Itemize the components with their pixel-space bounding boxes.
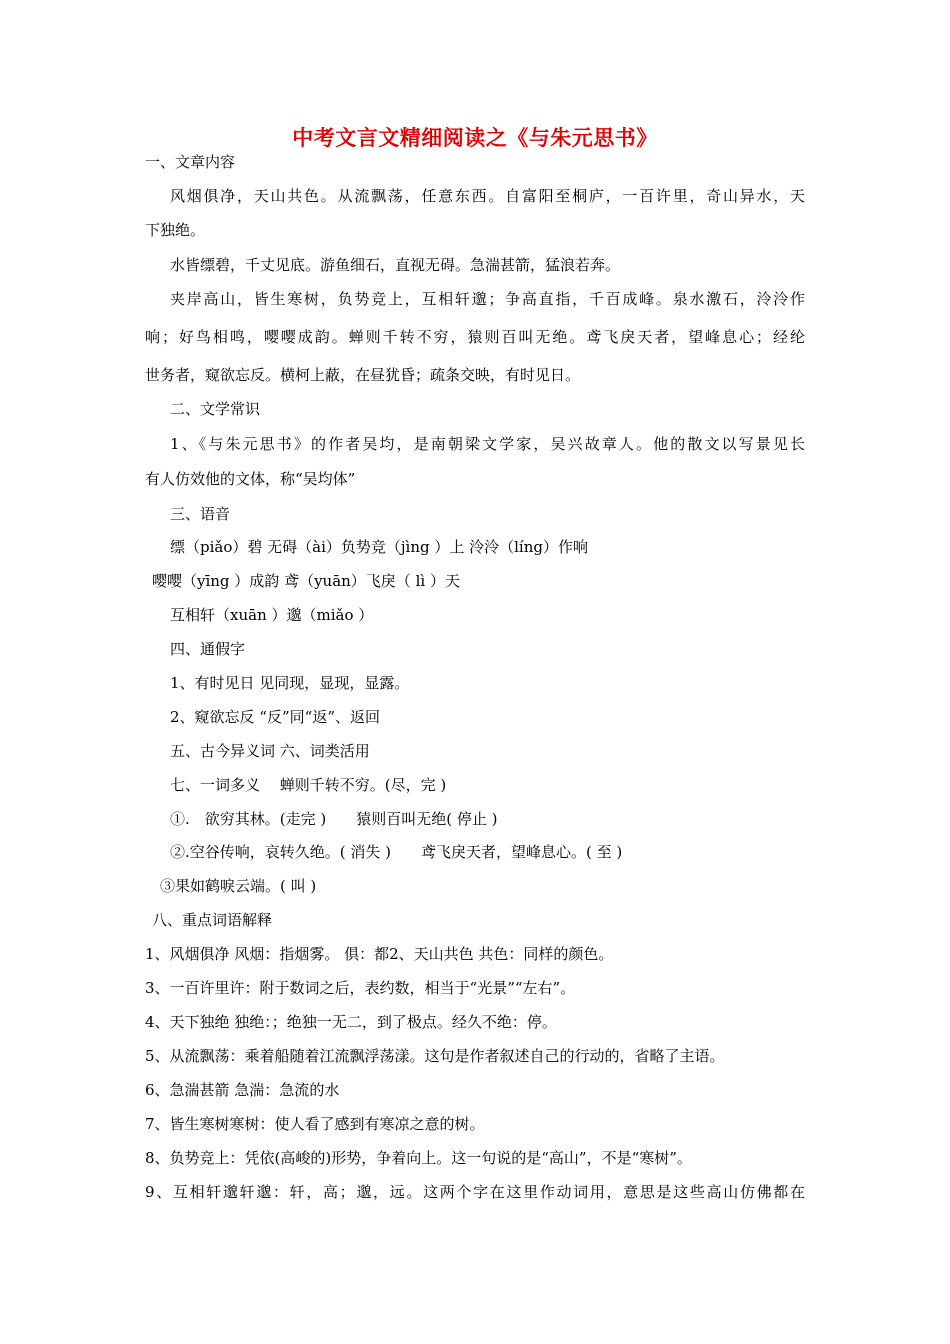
polysemy-line: ②.空谷传响，哀转久绝。( 消失 ) 鸢飞戾天者，望峰息心。( 至 ) [170, 843, 623, 861]
polysemy-line: ①. 欲穷其林。(走完 ) 猿则百叫无绝( 停止 ) [170, 810, 498, 828]
paragraph-line: 世务者，窥欲忘反。横柯上蔽，在昼犹昏；疏条交映，有时见日。 [145, 366, 581, 384]
pronunciation-line: 互相轩（xuān ）邈（miǎo ） [170, 606, 374, 624]
list-item: 9、互相轩邈轩邈：轩，高；邈，远。这两个字在这里作动词用，意思是这些高山仿佛都在 [145, 1183, 805, 1201]
list-item: 6、急湍甚箭 急湍：急流的水 [145, 1081, 340, 1099]
list-item: 5、从流飘荡：乘着船随着江流飘浮荡漾。这句是作者叙述自己的行动的，省略了主语。 [145, 1047, 725, 1065]
list-item: 2、窥欲忘反 “反”同“返”、返回 [170, 708, 380, 726]
section-heading-pronunciation: 三、语音 [170, 505, 231, 523]
pronunciation-line: 缥（piǎo）碧 无碍（ài）负势竞（jìng ）上 泠泠（líng）作响 [170, 538, 588, 556]
paragraph-line: 1、《与朱元思书》的作者吴均，是南朝梁文学家，吴兴故章人。他的散文以写景见长 [170, 435, 805, 453]
list-item: 8、负势竞上：凭依(高峻的)形势，争着向上。这一句说的是“高山”，不是“寒树”。 [145, 1149, 692, 1167]
paragraph-line: 夹岸高山，皆生寒树，负势竞上，互相轩邈；争高直指，千百成峰。泉水激石，泠泠作 [170, 290, 805, 308]
list-item: 1、有时见日 见同现，显现，显露。 [170, 674, 410, 692]
section-heading-tongjia: 四、通假字 [170, 640, 246, 658]
pronunciation-line: 嘤嘤（yīng ）成韵 鸢（yuān）飞戾（ lì ）天 [152, 572, 460, 590]
section-heading-polysemy: 七、一词多义 蝉则千转不穷。(尽，完 ) [170, 776, 447, 794]
list-item: 4、天下独绝 独绝：；绝独一无二，到了极点。经久不绝：停。 [145, 1013, 557, 1031]
list-item: 7、皆生寒树寒树：使人看了感到有寒凉之意的树。 [145, 1115, 485, 1133]
section-heading-literature: 二、文学常识 [170, 400, 261, 418]
paragraph-line: 响；好鸟相鸣，嘤嘤成韵。蝉则千转不穷，猿则百叫无绝。鸢飞戾天者，望峰息心；经纶 [145, 328, 805, 346]
paragraph-line: 下独绝。 [145, 221, 206, 239]
section-heading-content: 一、文章内容 [145, 153, 236, 171]
paragraph-line: 水皆缥碧，千丈见底。游鱼细石，直视无碍。急湍甚箭，猛浪若奔。 [170, 256, 621, 274]
section-heading-ancient-modern: 五、古今异义词 六、词类活用 [170, 742, 370, 760]
section-heading-key-words: 八、重点词语解释 [152, 911, 273, 929]
list-item: 1、风烟俱净 风烟：指烟雾。 俱：都2、天山共色 共色：同样的颜色。 [145, 945, 614, 963]
document-title: 中考文言文精细阅读之《与朱元思书》 [292, 125, 658, 150]
polysemy-line: ③果如鹤唳云端。( 叫 ) [160, 877, 317, 895]
paragraph-line: 有人仿效他的文体，称“吴均体” [145, 470, 356, 488]
paragraph-line: 风烟俱净，天山共色。从流飘荡，任意东西。自富阳至桐庐，一百许里，奇山异水，天 [170, 187, 805, 205]
list-item: 3、一百许里许：附于数词之后，表约数，相当于“光景”“左右”。 [145, 979, 576, 997]
